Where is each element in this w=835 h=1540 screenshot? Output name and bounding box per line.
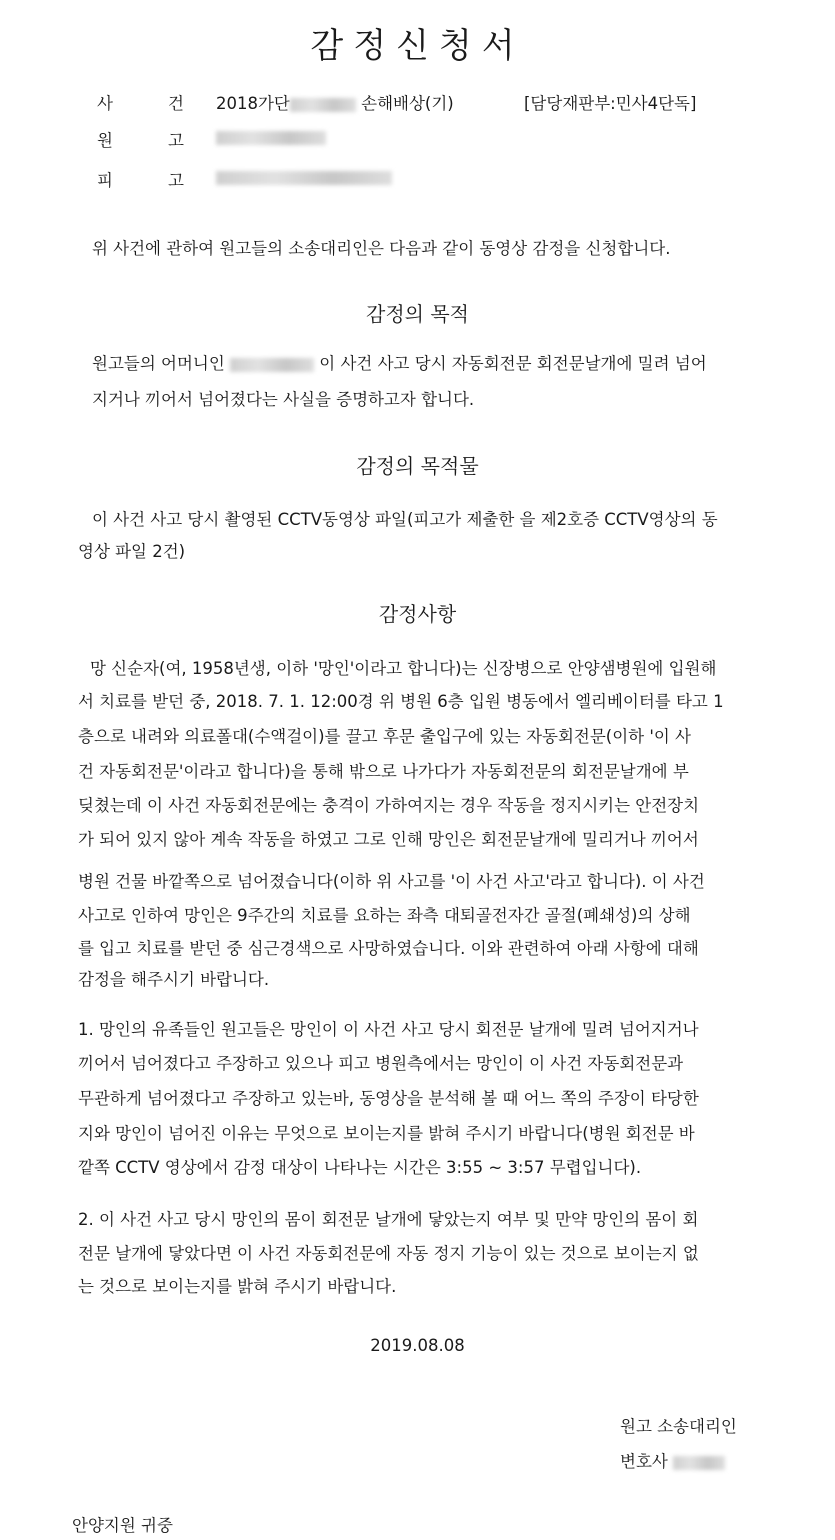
case-prefix: 2018가단 bbox=[216, 94, 290, 113]
items-line: 사고로 인하여 망인은 9주간의 치료를 요하는 좌측 대퇴골전자간 골절(폐쇄성)의 상해 bbox=[78, 906, 691, 925]
section-title-items: 감정사항 bbox=[378, 602, 457, 626]
redacted-defendant bbox=[216, 171, 392, 185]
items-line: 가 되어 있지 않아 계속 작동을 하였고 그로 인해 망인은 회전문날개에 밀리거나 끼어서 bbox=[78, 830, 699, 849]
label-plaintiff-1: 원 bbox=[97, 131, 113, 150]
intro-text: 위 사건에 관하여 원고들의 소송대리인은 다음과 같이 동영상 감정을 신청합니다. bbox=[92, 239, 671, 258]
items-line: 서 치료를 받던 중, 2018. 7. 1. 12:00경 위 병원 6층 입원 병동에서 엘리베이터를 타고 1 bbox=[78, 692, 724, 711]
item2-line: 2. 이 사건 사고 당시 망인의 몸이 회전문 날개에 닿았는지 여부 및 만약 망인의 몸이 회 bbox=[78, 1210, 699, 1229]
items-line: 망 신순자(여, 1958년생, 이하 '망인'이라고 합니다)는 신장병으로 안양샘병원에 입원해 bbox=[90, 659, 717, 678]
section-title-object: 감정의 목적물 bbox=[356, 454, 479, 478]
item2-line: 는 것으로 보이는지를 밝혀 주시기 바랍니다. bbox=[78, 1277, 397, 1296]
items-line: 층으로 내려와 의료폴대(수액걸이)를 끌고 후문 출입구에 있는 자동회전문(이하 '이 사 bbox=[78, 727, 691, 746]
section-title-purpose: 감정의 목적 bbox=[366, 302, 469, 326]
case-number bbox=[216, 90, 454, 114]
item1-line: 깥쪽 CCTV 영상에서 감정 대상이 나타나는 시간은 3:55 ~ 3:57 무렵입니다). bbox=[78, 1158, 642, 1177]
object-line: 이 사건 사고 당시 촬영된 CCTV동영상 파일(피고가 제출한 을 제2호증 CCTV영상의 동 bbox=[92, 510, 718, 529]
items-line: 딪쳤는데 이 사건 자동회전문에는 충격이 가하여지는 경우 작동을 정지시키는 안전장치 bbox=[78, 796, 700, 815]
item1-line: 무관하게 넘어졌다고 주장하고 있는바, 동영상을 분석해 볼 때 어느 쪽의 주장이 타당한 bbox=[78, 1089, 699, 1108]
items-line: 건 자동회전문'이라고 합니다)을 통해 밖으로 나가다가 자동회전문의 회전문날개에 부 bbox=[78, 762, 689, 781]
case-type: 손해배상(기) bbox=[361, 94, 454, 113]
redacted-mother-name bbox=[230, 358, 314, 372]
signature-role: 원고 소송대리인 bbox=[620, 1417, 737, 1436]
redacted-plaintiff bbox=[216, 131, 326, 145]
label-defendant-1: 피 bbox=[97, 171, 113, 190]
court-recipient: 안양지원 귀중 bbox=[72, 1516, 173, 1535]
signature-lawyer bbox=[620, 1448, 725, 1472]
purpose-text-start: 원고들의 어머니인 bbox=[92, 354, 225, 373]
division: [담당재판부:민사4단독] bbox=[524, 94, 697, 113]
redacted-case-number bbox=[290, 98, 356, 112]
lawyer-label: 변호사 bbox=[620, 1452, 668, 1471]
redacted-lawyer-name bbox=[673, 1456, 725, 1470]
document-date: 2019.08.08 bbox=[370, 1336, 465, 1355]
item1-line: 끼어서 넘어졌다고 주장하고 있으나 피고 병원측에서는 망인이 이 사건 자동회전문과 bbox=[78, 1054, 684, 1073]
purpose-line bbox=[92, 350, 707, 374]
purpose-line: 지거나 끼어서 넘어졌다는 사실을 증명하고자 합니다. bbox=[92, 390, 475, 409]
purpose-text-end: 이 사건 사고 당시 자동회전문 회전문날개에 밀려 넘어 bbox=[319, 354, 707, 373]
label-case-1: 사 bbox=[97, 94, 113, 113]
items-line: 병원 건물 바깥쪽으로 넘어졌습니다(이하 위 사고를 '이 사건 사고'라고 합니다). 이 사건 bbox=[78, 872, 705, 891]
item1-line: 1. 망인의 유족들인 원고들은 망인이 이 사건 사고 당시 회전문 날개에 밀려 넘어지거나 bbox=[78, 1020, 699, 1039]
items-line: 감정을 해주시기 바랍니다. bbox=[78, 970, 270, 989]
label-defendant-2: 고 bbox=[168, 171, 184, 190]
document-title: 감정신청서 bbox=[310, 26, 525, 66]
label-case-2: 건 bbox=[168, 94, 184, 113]
item2-line: 전문 날개에 닿았다면 이 사건 자동회전문에 자동 정지 기능이 있는 것으로 보이는지 없 bbox=[78, 1244, 699, 1263]
label-plaintiff-2: 고 bbox=[168, 131, 184, 150]
object-line: 영상 파일 2건) bbox=[78, 542, 186, 561]
item1-line: 지와 망인이 넘어진 이유는 무엇으로 보이는지를 밝혀 주시기 바랍니다(병원 회전문 바 bbox=[78, 1124, 695, 1143]
items-line: 를 입고 치료를 받던 중 심근경색으로 사망하였습니다. 이와 관련하여 아래 사항에 대해 bbox=[78, 939, 699, 958]
